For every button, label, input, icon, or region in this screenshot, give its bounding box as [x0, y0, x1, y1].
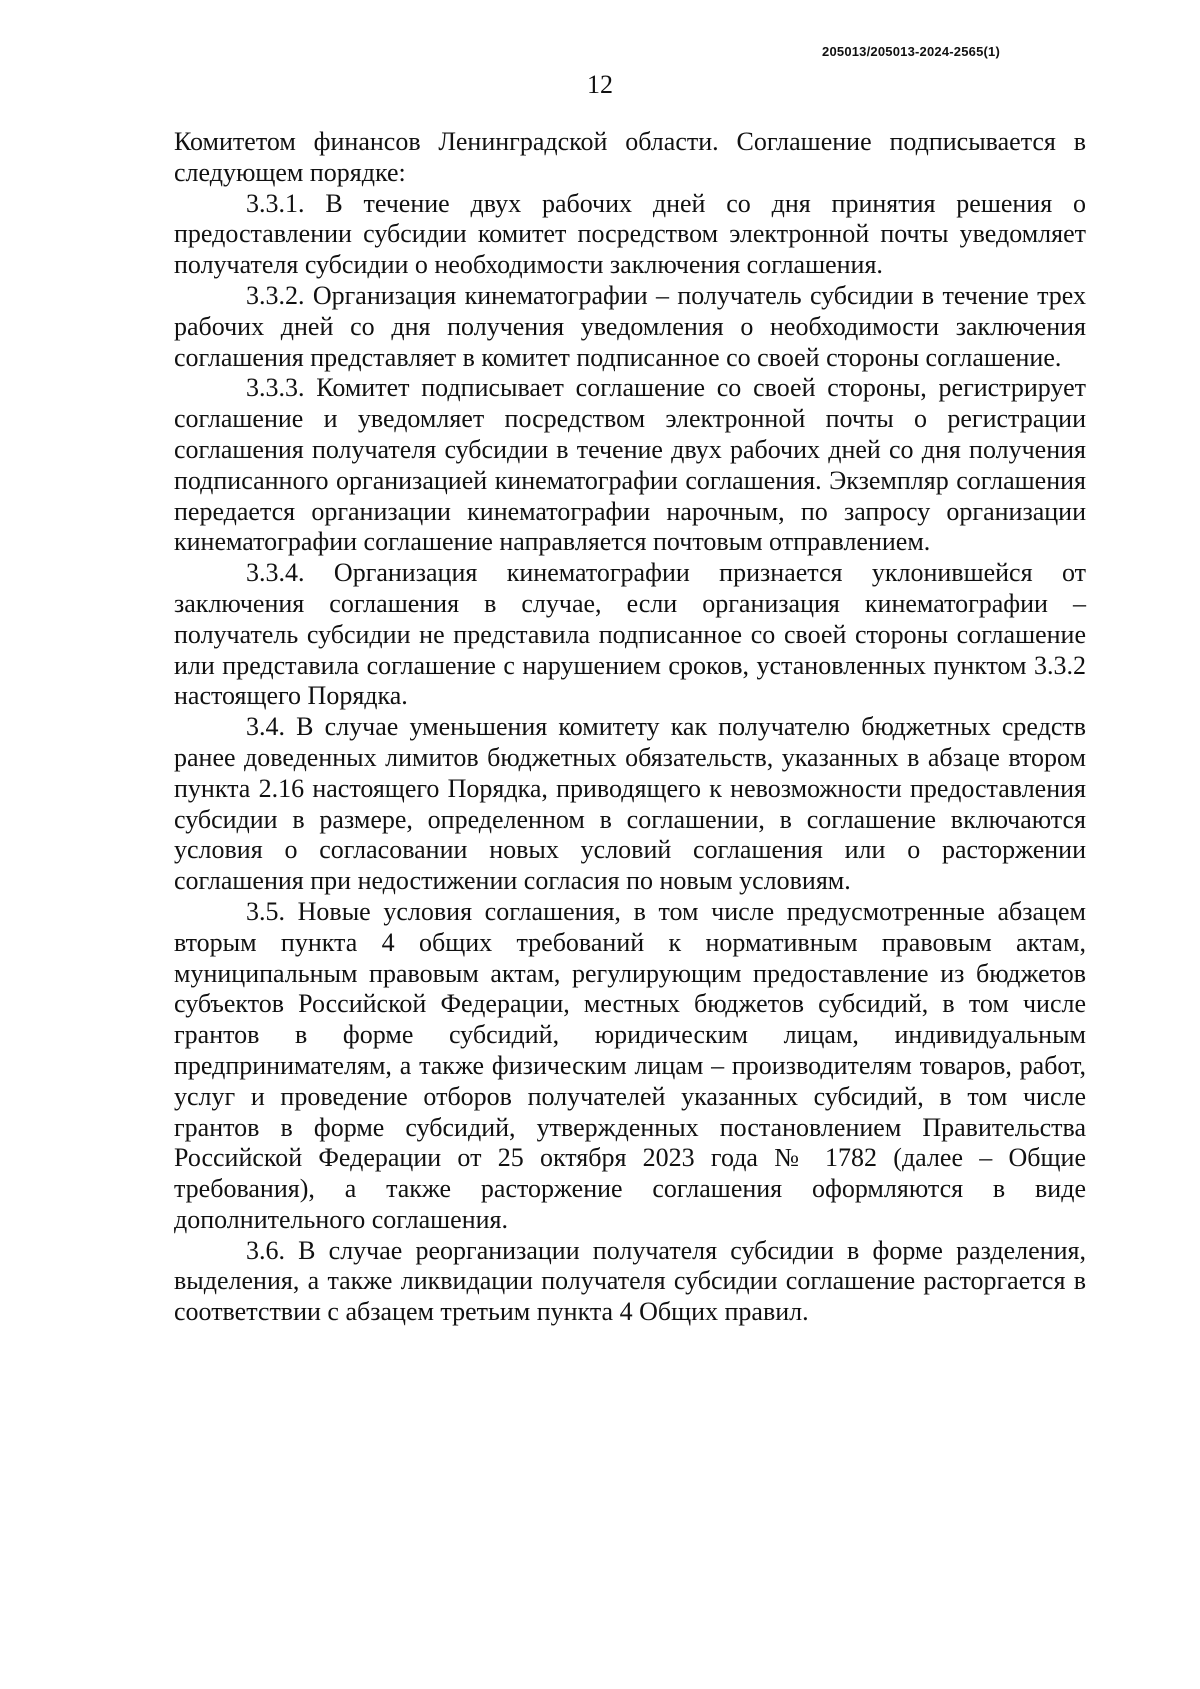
- paragraph-3-4: 3.4. В случае уменьшения комитету как получателю бюджетных средств ранее доведенных лимитов бюджетных обязательств, указанных в абзаце втором пункта 2.16 настоящего Порядка, приводящего к невозможности предоставления субсидии в размере, определенном в соглашении, в соглашение включаются условия о согласовании новых условий соглашения или о расторжении соглашения при недостижении согласия по новым условиям.: [174, 712, 1086, 896]
- page-number: 12: [587, 70, 613, 99]
- paragraph-3-3-2: 3.3.2. Организация кинематографии – получатель субсидии в течение трех рабочих дней со дня получения уведомления о необходимости заключения соглашения представляет в комитет подписанное со своей стороны соглашение.: [174, 280, 1086, 372]
- paragraph-3-5: 3.5. Новые условия соглашения, в том числе предусмотренные абзацем вторым пункта 4 общих требований к нормативным правовым актам, муниципальным правовым актам, регулирующим предоставление из бюджетов субъектов Российской Федерации, местных бюджетов субсидий, в том числе грантов в форме субсидий, юридическим лицам, индивидуальным предпринимателям, а также физическим лицам – производителям товаров, работ, услуг и проведение отборов получателей указанных субсидий, в том числе грантов в форме субсидий, утвержденных постановлением Правительства Российской Федерации от 25 октября 2023 года № 1782 (далее – Общие требования), а также расторжение соглашения оформляются в виде дополнительного соглашения.: [174, 896, 1086, 1234]
- document-id: 205013/205013-2024-2565(1): [822, 44, 1000, 59]
- paragraph-3-3-1: 3.3.1. В течение двух рабочих дней со дня принятия решения о предоставлении субсидии комитет посредством электронной почты уведомляет получателя субсидии о необходимости заключения соглашения.: [174, 188, 1086, 280]
- paragraph-3-6: 3.6. В случае реорганизации получателя субсидии в форме разделения, выделения, а также ликвидации получателя субсидии соглашение расторгается в соответствии с абзацем третьим пункта 4 Общих правил.: [174, 1235, 1086, 1327]
- paragraph-intro: Комитетом финансов Ленинградской области. Соглашение подписывается в следующем порядке:: [174, 127, 1086, 187]
- document-body: [174, 127, 1086, 1328]
- paragraph-3-3-3: 3.3.3. Комитет подписывает соглашение со своей стороны, регистрирует соглашение и уведомляет посредством электронной почты о регистрации соглашения получателя субсидии в течение двух рабочих дней со дня получения подписанного организацией кинематографии соглашения. Экземпляр соглашения передается организации кинематографии нарочным, по запросу организации кинематографии соглашение направляется почтовым отправлением.: [174, 373, 1086, 557]
- paragraph-3-3-4: 3.3.4. Организация кинематографии признается уклонившейся от заключения соглашения в случае, если организация кинематографии – получатель субсидии не представила подписанное со своей стороны соглашение или представила соглашение с нарушением сроков, установленных пунктом 3.3.2 настоящего Порядка.: [174, 558, 1086, 711]
